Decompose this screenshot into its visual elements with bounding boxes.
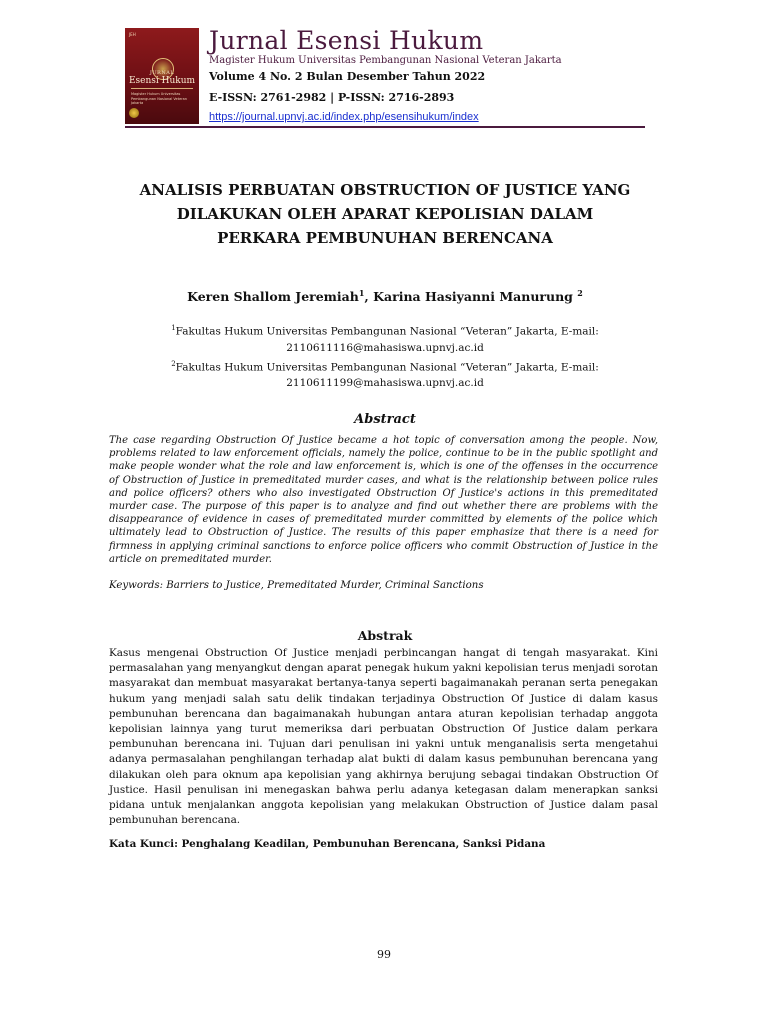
affiliation-email: 2110611116@mahasiswa.upnvj.ac.id [286,341,484,354]
affil-mark: 2 [171,359,176,368]
affiliation-line [130,320,640,340]
cover-label-small: JURNAL [149,70,175,76]
affiliation-text: Fakultas Hukum Universitas Pembangunan Nasional “Veteran” Jakarta, E-mail: [175,361,599,373]
affiliation-text: Fakultas Hukum Universitas Pembangunan Nasional “Veteran” Jakarta, E-mail: [175,325,599,338]
title-line: PERKARA PEMBUNUHAN BERENCANA [217,229,553,247]
author-name: Karina Hasiyanni Manurung [373,289,578,305]
author-affil-mark: 1 [358,288,365,298]
journal-subtitle: Magister Hukum Universitas Pembangunan Nasional Veteran Jakarta [209,55,562,66]
cover-label-big: Esensi Hukum [128,76,196,86]
title-line: ANALISIS PERBUATAN OBSTRUCTION OF JUSTICE YANG [139,181,631,199]
paper-title [100,178,670,250]
journal-url-link[interactable]: https://journal.upnvj.ac.id/index.php/esensihukum/index [209,111,479,123]
cover-top-text: JEH [129,32,136,37]
abstract-body: The case regarding Obstruction Of Justice became a hot topic of conversation among the people. Now, problems related to law enforcement officials, namely the police, continue to be in the public spotlight and make people wonder what the role and law enforcement is, which is one of the offenses in the occurrence of Obstruction of Justice in premeditated murder cases, and what is the relationship between police rules and police officers? others who also investigated Obstruction Of Justice's actions in this premeditated murder case. The purpose of this paper is to analyze and find out whether there are problems with the disappearance of evidence in cases of premeditated murder committed by elements of the police which ultimately lead to Obstruction of Justice. The results of this paper emphasize that there is a need for firmness in applying criminal sanctions to enforce police officers who commit Obstruction of Justice in the article on premeditated murder. [109,435,658,565]
cover-divider [131,88,193,89]
author-name: Keren Shallom Jeremiah [187,289,359,305]
issn-line: E-ISSN: 2761-2982 | P-ISSN: 2716-2893 [209,91,455,104]
author-affil-mark: 2 [577,288,583,298]
affiliations [130,320,640,391]
title-line: DILAKUKAN OLEH APARAT KEPOLISIAN DALAM [176,205,594,223]
cover-sub-text: Magister Hukum Universitas Pembangunan Nasional Veteran Jakarta [131,92,188,105]
affiliation-email: 2110611199@mahasiswa.upnvj.ac.id [286,377,484,389]
abstrak-heading: Abstrak [357,628,413,643]
affil-mark: 1 [171,324,176,332]
author-separator: , [364,289,374,305]
abstrak-keywords: Kata Kunci: Penghalang Keadilan, Pembunuhan Berencana, Sanksi Pidana [109,838,546,850]
abstrak-body: Kasus mengenai Obstruction Of Justice menjadi perbincangan hangat di tengah masyarakat. Kini permasalahan yang menyangkut dengan aparat penegak hukum yakni kepolisian terus menjadi sorotan masyarakat dan membuat masyarakat bertanya-tanya seperti bagaimanakah peranan serta penegakan hukum yang menjadi salah satu delik tindakan terjadinya Obstruction Of Justice di dalam kasus pembunuhan berencana dan bagaimanakah hubungan antara aturan kepolisian terhadap anggota kepolisian lainnya yang turut memeriksa dari perbuatan Obstruction Of Justice dalam perkara pembunuhan berencana ini. Tujuan dari penulisan ini yakni untuk menganalisis serta mengetahui adanya permasalahan penghilangan terhadap alat bukti di dalam kasus pembunuhan berencana yang dilakukan oleh para oknum apa kepolisian yang akhirnya berujung sebagai tindakan Obstruction Of Justice. Hasil penulisan ini menegaskan bahwa perlu adanya ketegasan dalam menerapkan sanksi pidana untuk menjalankan anggota kepolisian yang melakukan Obstruction of Justice dalam pasal pembunuhan berencana. [109,647,658,827]
cover-seal-icon [129,108,139,118]
page-number: 99 [377,948,391,961]
volume-line: Volume 4 No. 2 Bulan Desember Tahun 2022 [209,70,486,83]
affiliation-line [130,356,640,376]
author-list [100,288,670,304]
journal-cover-image [125,28,199,124]
abstract-heading: Abstract [354,412,416,427]
journal-title: Jurnal Esensi Hukum [209,26,484,55]
journal-header [125,28,655,128]
header-rule [125,126,645,128]
abstract-keywords: Keywords: Barriers to Justice, Premeditated Murder, Criminal Sanctions [109,580,484,591]
